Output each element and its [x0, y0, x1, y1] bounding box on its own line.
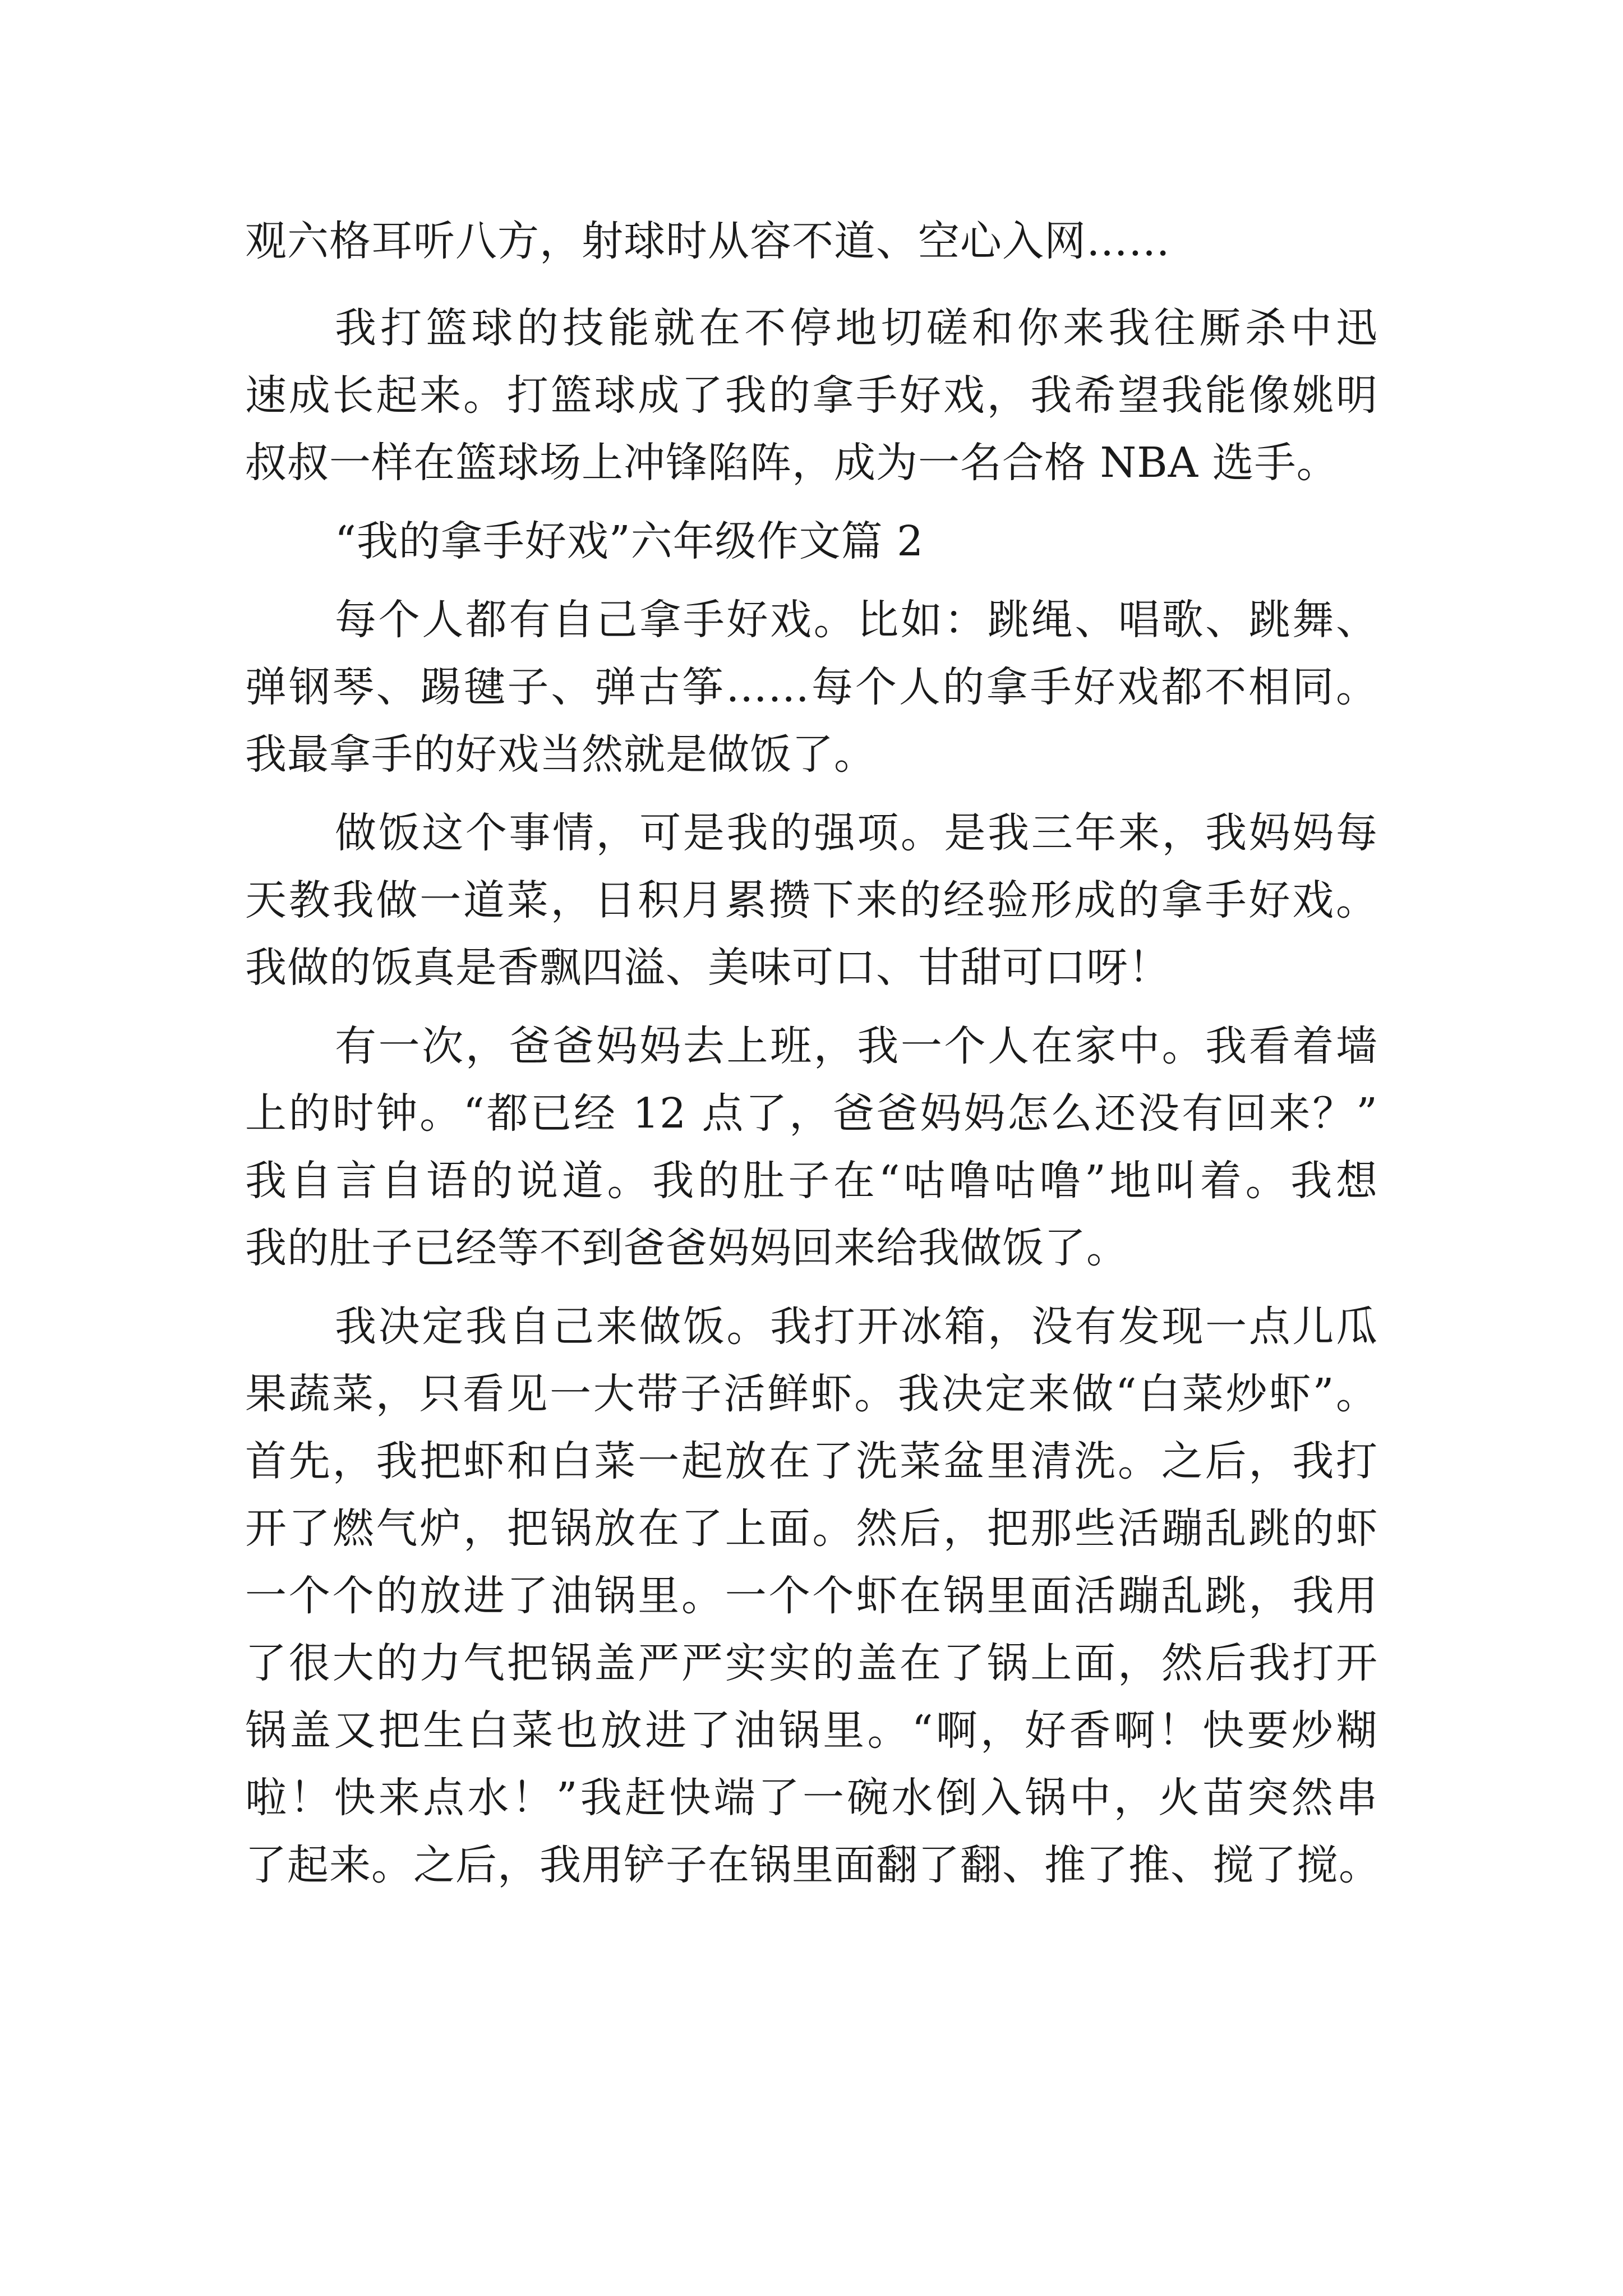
text-line: 啦！快来点水！”我赶快端了一碗水倒入锅中，火苗突然串	[245, 1774, 1378, 1822]
text-line: 一个个的放进了油锅里。一个个虾在锅里面活蹦乱跳，我用	[245, 1572, 1378, 1620]
text-line: 叔叔一样在篮球场上冲锋陷阵，成为一名合格 NBA 选手。	[245, 439, 1339, 487]
section-heading: “我的拿手好戏”六年级作文篇 2	[335, 517, 924, 565]
text-line: 弹钢琴、踢毽子、弹古筝……每个人的拿手好戏都不相同。	[245, 663, 1378, 711]
text-line: 做饭这个事情，可是我的强项。是我三年来，我妈妈每	[335, 809, 1378, 857]
text-line: 我决定我自己来做饭。我打开冰箱，没有发现一点儿瓜	[335, 1303, 1378, 1351]
text-line: 了起来。之后，我用铲子在锅里面翻了翻、推了推、搅了搅。	[245, 1841, 1381, 1889]
text-line: 首先，我把虾和白菜一起放在了洗菜盆里清洗。之后，我打	[245, 1437, 1378, 1485]
text-line: 有一次，爸爸妈妈去上班，我一个人在家中。我看着墙	[335, 1022, 1378, 1070]
text-line: 上的时钟。“都已经 12 点了，爸爸妈妈怎么还没有回来？”	[245, 1089, 1378, 1138]
text-line: 果蔬菜，只看见一大带子活鲜虾。我决定来做“白菜炒虾”。	[245, 1370, 1378, 1418]
text-line: 开了燃气炉，把锅放在了上面。然后，把那些活蹦乱跳的虾	[245, 1504, 1378, 1553]
text-line: 我做的饭真是香飘四溢、美味可口、甘甜可口呀！	[245, 944, 1170, 992]
text-line: 我最拿手的好戏当然就是做饭了。	[245, 730, 876, 779]
text-line: 观六格耳听八方，射球时从容不道、空心入网……	[245, 217, 1170, 265]
text-line: 锅盖又把生白菜也放进了油锅里。“啊，好香啊！快要炒糊	[245, 1706, 1378, 1755]
text-line: 我的肚子已经等不到爸爸妈妈回来给我做饭了。	[245, 1224, 1128, 1272]
text-line: 速成长起来。打篮球成了我的拿手好戏，我希望我能像姚明	[245, 371, 1378, 420]
text-line: 天教我做一道菜，日积月累攒下来的经验形成的拿手好戏。	[245, 876, 1378, 924]
text-line: 我打篮球的技能就在不停地切磋和你来我往厮杀中迅	[335, 304, 1378, 352]
text-line: 了很大的力气把锅盖严严实实的盖在了锅上面，然后我打开	[245, 1639, 1378, 1687]
text-line: 每个人都有自己拿手好戏。比如：跳绳、唱歌、跳舞、	[335, 596, 1378, 644]
text-line: 我自言自语的说道。我的肚子在“咕噜咕噜”地叫着。我想	[245, 1157, 1378, 1205]
